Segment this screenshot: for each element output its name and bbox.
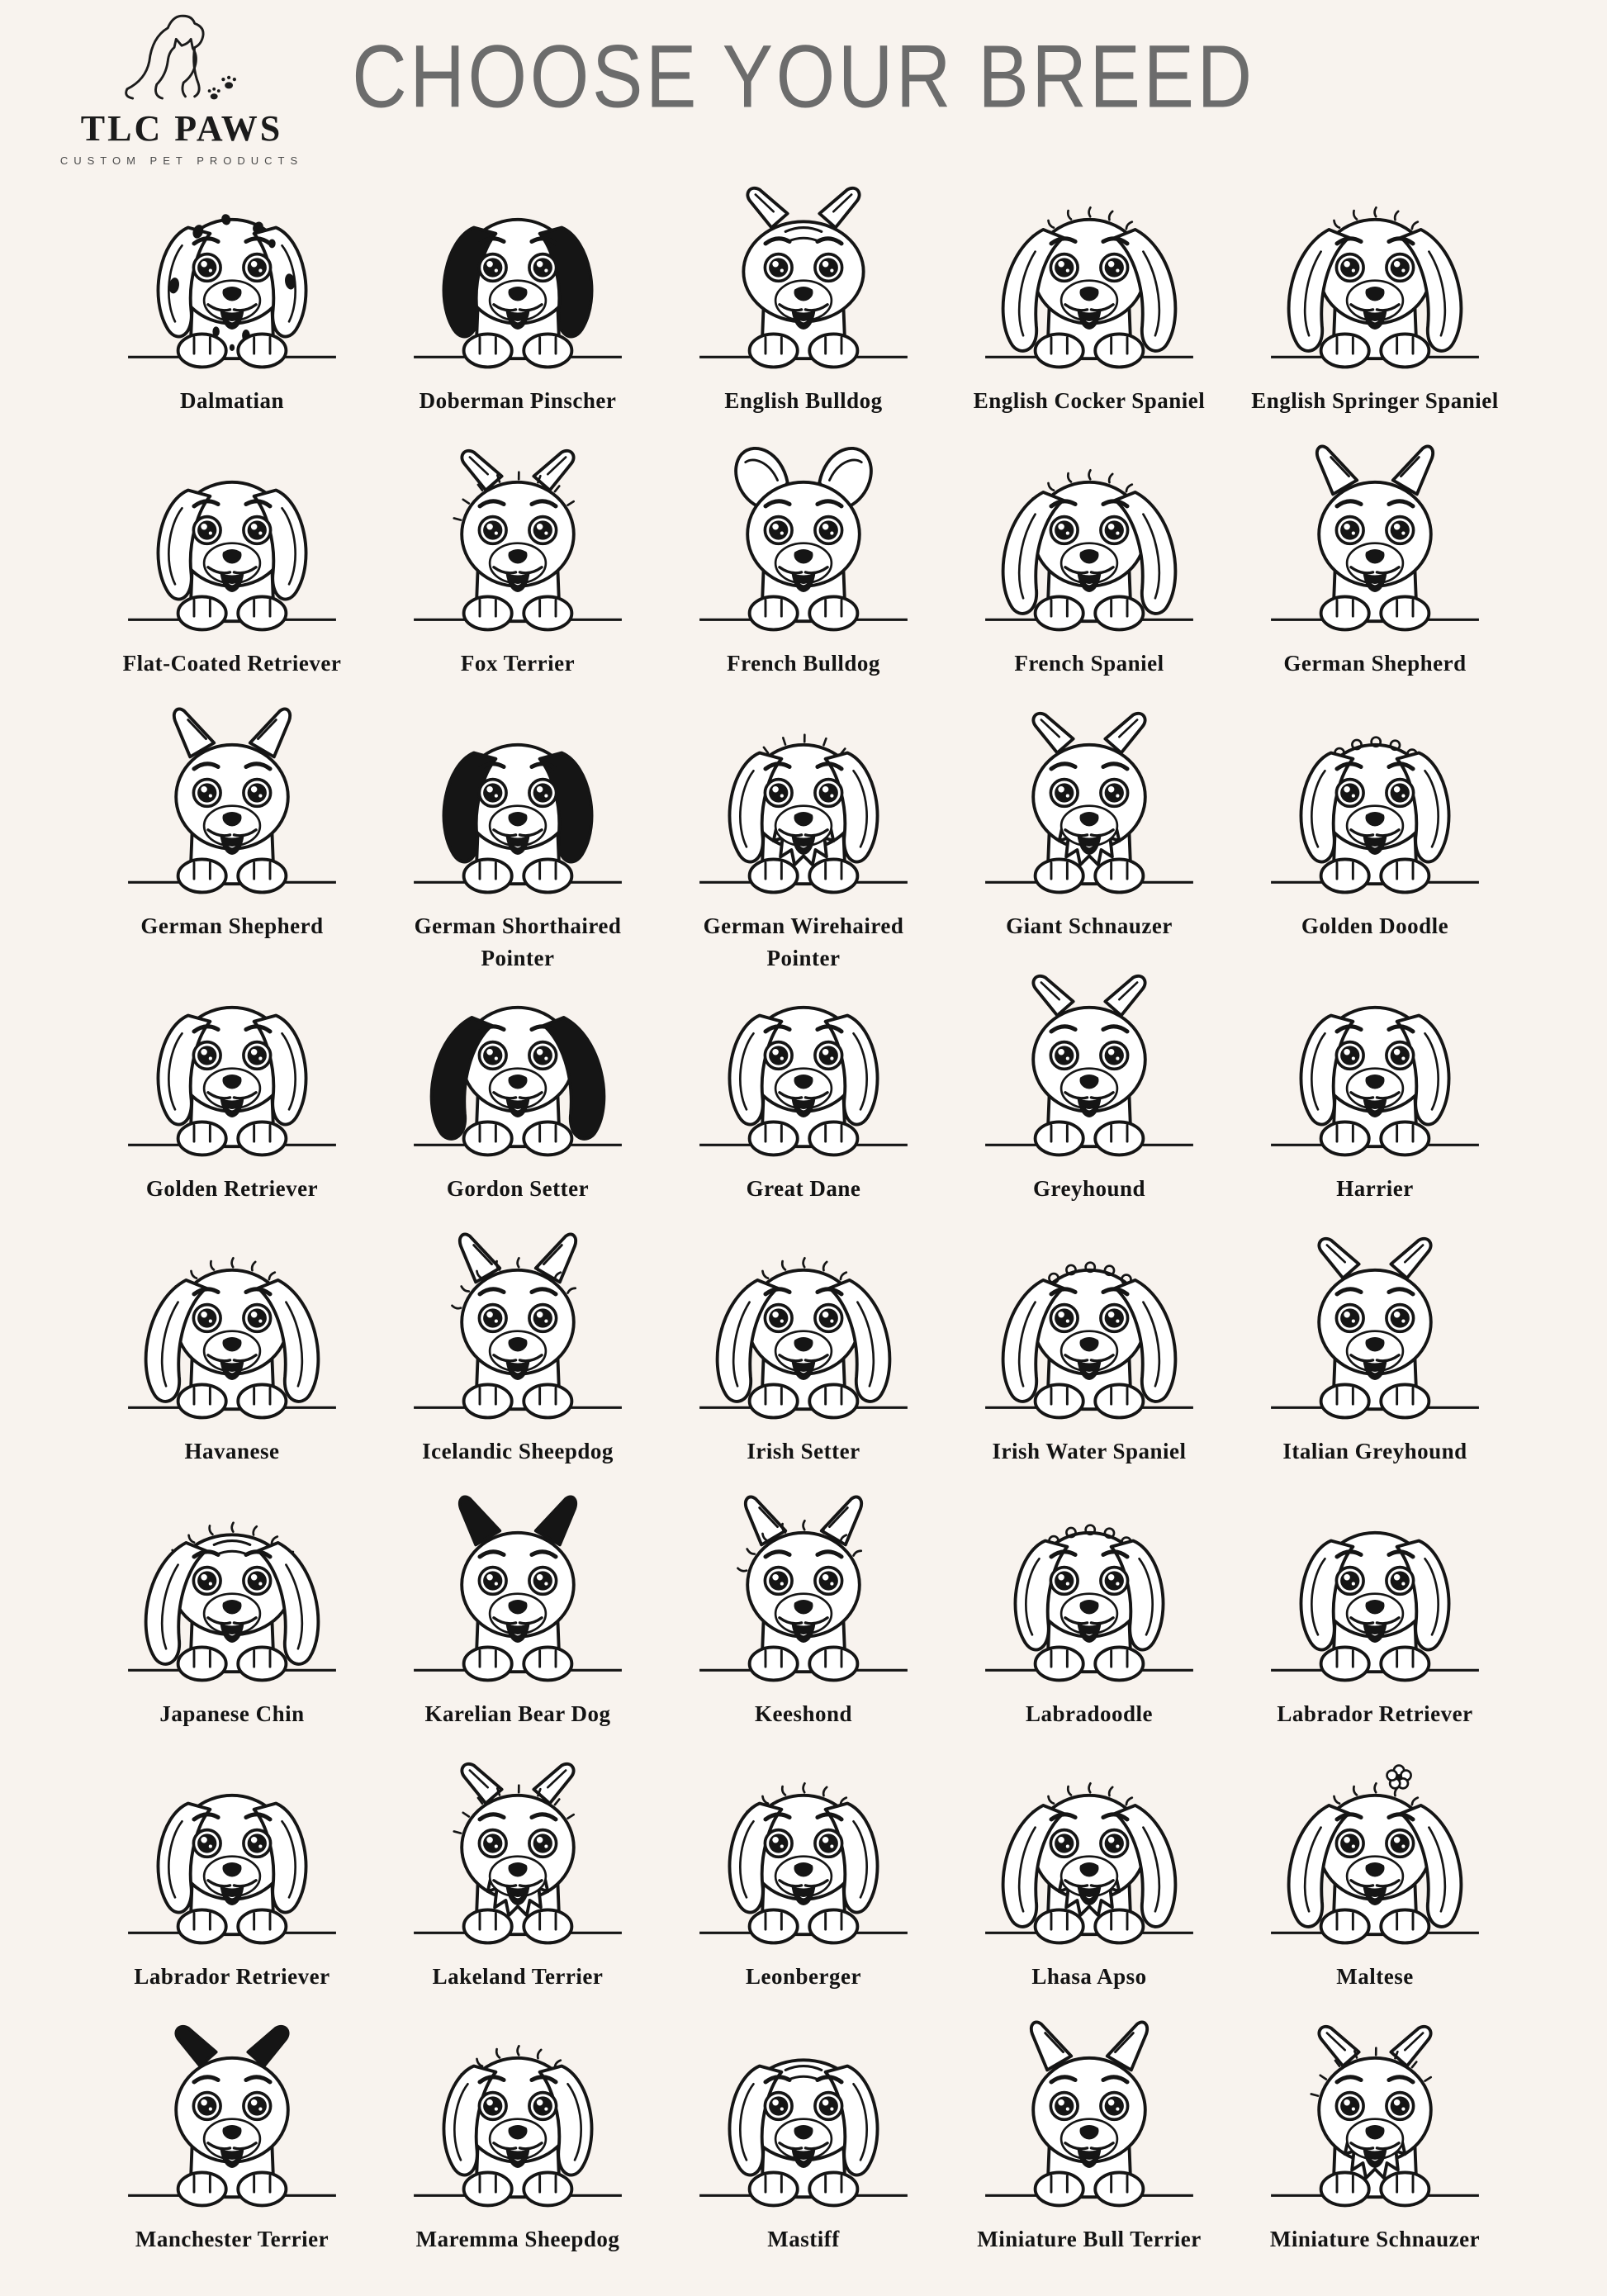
- breed-label: Labrador Retriever: [134, 1964, 330, 1989]
- dog-illustration: [661, 1227, 946, 1432]
- dog-illustration: [1232, 439, 1518, 644]
- breed-label: Manchester Terrier: [135, 2227, 329, 2251]
- breed-option-great-dane[interactable]: [661, 965, 946, 1227]
- dog-illustration: [375, 1490, 661, 1695]
- dog-illustration: [375, 965, 661, 1169]
- dog-illustration: [946, 1753, 1232, 1957]
- breed-option-karelian-bear-dog[interactable]: [375, 1490, 661, 1753]
- breed-option-english-springer-spaniel[interactable]: [1232, 177, 1518, 439]
- breed-label: Irish Water Spaniel: [992, 1439, 1187, 1463]
- breed-option-german-shepherd[interactable]: [89, 702, 375, 965]
- breed-option-labradoodle[interactable]: [946, 1490, 1232, 1753]
- dog-illustration: [89, 1490, 375, 1695]
- dog-illustration: [946, 965, 1232, 1169]
- breed-label: Golden Retriever: [145, 1176, 319, 1201]
- breed-option-fox-terrier[interactable]: [375, 439, 661, 702]
- dog-illustration: [1232, 702, 1518, 907]
- breed-option-german-shorthaired-pointer[interactable]: [375, 702, 661, 971]
- dog-illustration: [89, 439, 375, 644]
- dog-illustration: [89, 965, 375, 1169]
- brand-name: TLC PAWS: [80, 108, 283, 149]
- breed-label: French Spaniel: [1014, 651, 1164, 676]
- breed-label: English Bulldog: [724, 388, 883, 413]
- breed-label: Leonberger: [746, 1964, 861, 1989]
- breed-option-golden-doodle[interactable]: [1232, 702, 1518, 965]
- breed-option-labrador-retriever[interactable]: [1232, 1490, 1518, 1753]
- breed-label: Flat-Coated Retriever: [122, 651, 342, 676]
- dog-illustration: [375, 1227, 661, 1432]
- dog-illustration: [1232, 177, 1518, 382]
- breed-label: English Cocker Spaniel: [973, 388, 1206, 413]
- breed-option-italian-greyhound[interactable]: [1232, 1227, 1518, 1490]
- dog-illustration: [89, 1227, 375, 1432]
- dog-illustration: [89, 702, 375, 907]
- breed-label: German Wirehaired Pointer: [703, 913, 904, 971]
- breed-label: Italian Greyhound: [1282, 1439, 1467, 1463]
- dog-illustration: [661, 439, 946, 644]
- breed-option-manchester-terrier[interactable]: [89, 2015, 375, 2278]
- dog-illustration: [661, 177, 946, 382]
- dog-illustration: [661, 2015, 946, 2220]
- breed-option-german-wirehaired-pointer[interactable]: [661, 702, 946, 971]
- breed-label: Japanese Chin: [159, 1701, 305, 1726]
- dog-illustration: [661, 702, 946, 907]
- breed-option-gordon-setter[interactable]: [375, 965, 661, 1227]
- breed-option-english-cocker-spaniel[interactable]: [946, 177, 1232, 439]
- dog-illustration: [1232, 1490, 1518, 1695]
- dog-illustration: [375, 2015, 661, 2220]
- dog-illustration: [375, 439, 661, 644]
- breed-label: Icelandic Sheepdog: [422, 1439, 614, 1463]
- breed-option-maremma-sheepdog[interactable]: [375, 2015, 661, 2278]
- dog-illustration: [375, 1753, 661, 1957]
- breed-option-havanese[interactable]: [89, 1227, 375, 1490]
- dog-illustration: [1232, 2015, 1518, 2220]
- dog-illustration: [946, 2015, 1232, 2220]
- dog-illustration: [946, 702, 1232, 907]
- breed-option-flat-coated-retriever[interactable]: [89, 439, 375, 702]
- breed-label: Havanese: [184, 1439, 280, 1463]
- breed-label: Gordon Setter: [446, 1176, 590, 1201]
- breed-label: Harrier: [1336, 1176, 1414, 1201]
- breed-option-doberman-pinscher[interactable]: [375, 177, 661, 439]
- breed-option-dalmatian[interactable]: [89, 177, 375, 439]
- breed-label: German Shepherd: [1283, 651, 1467, 676]
- dog-illustration: [946, 1490, 1232, 1695]
- header: [0, 0, 1607, 173]
- dog-illustration: [375, 702, 661, 907]
- breed-option-giant-schnauzer[interactable]: [946, 702, 1232, 965]
- dog-illustration: [661, 965, 946, 1169]
- breed-label: Miniature Bull Terrier: [977, 2227, 1202, 2251]
- dog-illustration: [946, 1227, 1232, 1432]
- breed-option-labrador-retriever[interactable]: [89, 1753, 375, 2015]
- breed-option-german-shepherd[interactable]: [1232, 439, 1518, 702]
- breed-label: Lakeland Terrier: [432, 1964, 604, 1989]
- breed-label: Keeshond: [754, 1701, 853, 1726]
- dog-illustration: [89, 2015, 375, 2220]
- breed-label: Maremma Sheepdog: [415, 2227, 620, 2251]
- breed-option-english-bulldog[interactable]: [661, 177, 946, 439]
- breed-label: Greyhound: [1032, 1176, 1146, 1201]
- breed-label: Maltese: [1336, 1964, 1414, 1989]
- breed-label: Labrador Retriever: [1277, 1701, 1473, 1726]
- breed-grid: [0, 173, 1607, 2278]
- brand-tagline: CUSTOM PET PRODUCTS: [59, 154, 304, 167]
- breed-label: Giant Schnauzer: [1006, 913, 1173, 938]
- breed-label: English Springer Spaniel: [1251, 388, 1499, 413]
- dog-illustration: [661, 1490, 946, 1695]
- breed-option-maltese[interactable]: [1232, 1753, 1518, 2015]
- dog-illustration: [661, 1753, 946, 1957]
- breed-label: German Shepherd: [140, 913, 324, 938]
- breed-option-mastiff[interactable]: [661, 2015, 946, 2278]
- breed-option-japanese-chin[interactable]: [89, 1490, 375, 1753]
- breed-option-irish-water-spaniel[interactable]: [946, 1227, 1232, 1490]
- breed-option-miniature-bull-terrier[interactable]: [946, 2015, 1232, 2278]
- breed-label: Labradoodle: [1025, 1701, 1154, 1726]
- breed-option-icelandic-sheepdog[interactable]: [375, 1227, 661, 1490]
- page-title: CHOOSE YOUR BREED: [352, 26, 1255, 127]
- breed-option-leonberger[interactable]: [661, 1753, 946, 2015]
- breed-option-french-spaniel[interactable]: [946, 439, 1232, 702]
- dog-illustration: [1232, 1753, 1518, 1957]
- breed-label: Dalmatian: [180, 388, 284, 413]
- breed-option-golden-retriever[interactable]: [89, 965, 375, 1227]
- breed-label: Doberman Pinscher: [419, 388, 617, 413]
- dog-illustration: [89, 1753, 375, 1957]
- breed-label: Karelian Bear Dog: [424, 1701, 611, 1726]
- breed-label: French Bulldog: [727, 651, 880, 676]
- breed-option-greyhound[interactable]: [946, 965, 1232, 1227]
- breed-option-lakeland-terrier[interactable]: [375, 1753, 661, 2015]
- breed-label: Golden Doodle: [1301, 913, 1449, 938]
- breed-label: Miniature Schnauzer: [1269, 2227, 1481, 2251]
- breed-option-lhasa-apso[interactable]: [946, 1753, 1232, 2015]
- dog-illustration: [1232, 1227, 1518, 1432]
- breed-option-french-bulldog[interactable]: [661, 439, 946, 702]
- breed-option-miniature-schnauzer[interactable]: [1232, 2015, 1518, 2278]
- breed-label: Mastiff: [767, 2227, 840, 2251]
- dog-illustration: [946, 177, 1232, 382]
- breed-label: Irish Setter: [747, 1439, 860, 1463]
- breed-option-keeshond[interactable]: [661, 1490, 946, 1753]
- dog-illustration: [375, 177, 661, 382]
- dog-illustration: [1232, 965, 1518, 1169]
- dog-illustration: [946, 439, 1232, 644]
- dog-illustration: [89, 177, 375, 382]
- breed-label: Great Dane: [746, 1176, 861, 1201]
- breed-label: German Shorthaired Pointer: [414, 913, 622, 971]
- breed-option-harrier[interactable]: [1232, 965, 1518, 1227]
- breed-label: Fox Terrier: [460, 651, 576, 676]
- breed-option-irish-setter[interactable]: [661, 1227, 946, 1490]
- breed-label: Lhasa Apso: [1031, 1964, 1147, 1989]
